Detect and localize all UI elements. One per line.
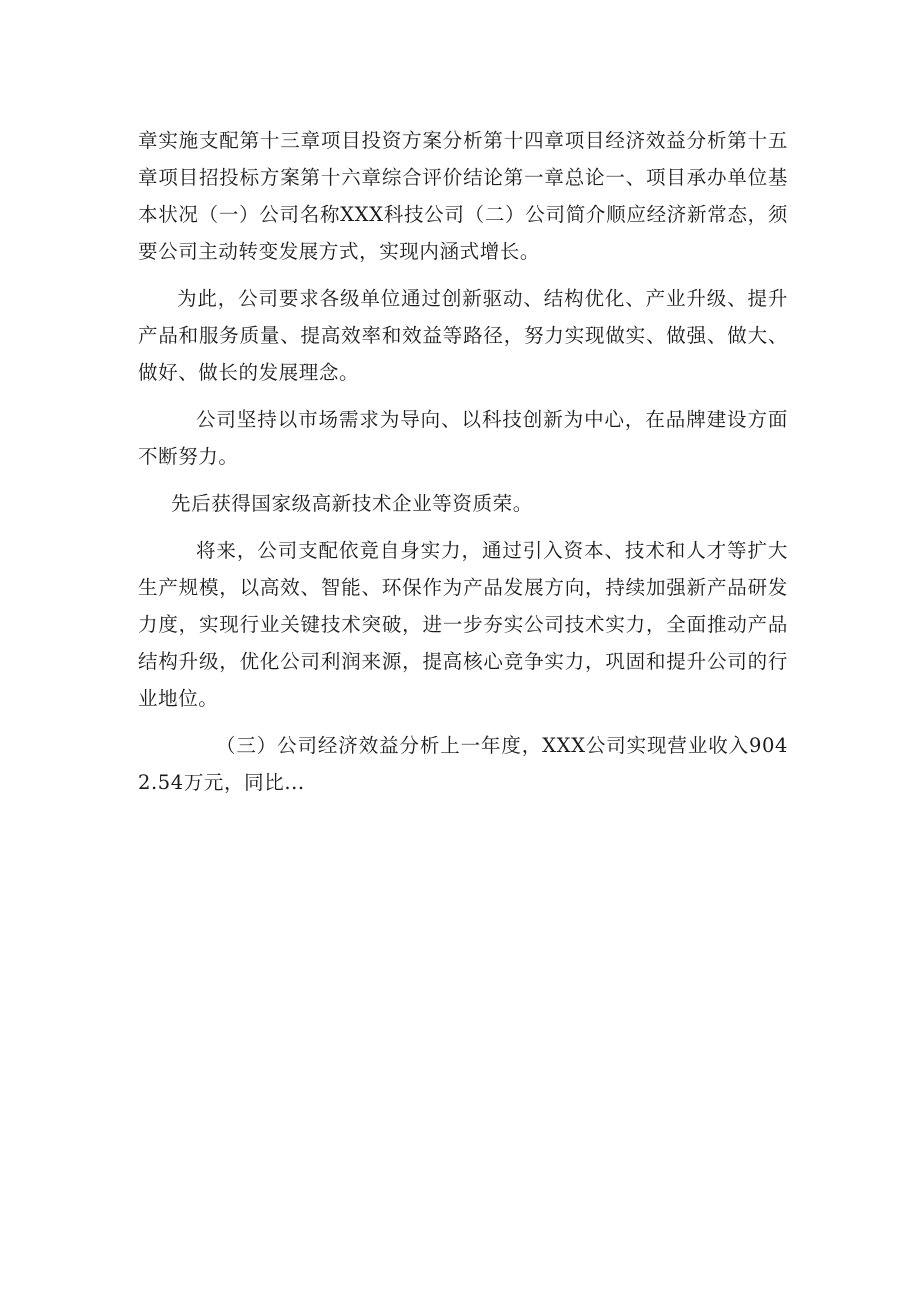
paragraph-future-plans: 将来，公司支配依竟自身实力，通过引入资本、技术和人才等扩大生产规模，以高效、智能、环保作为产品发展方向，持续加强新产品研发力度，实现行业关键技术突破，进一步夯实公司技术实力，全面推动产品结构升级，优化公司利润来源，提高核心竞争实力，巩固和提升公司的行业地位。: [138, 539, 788, 710]
paragraph-qualifications: 先后获得国家级高新技术企业等资质荣。: [171, 492, 533, 515]
paragraph-company-requirements: 为此，公司要求各级单位通过创新驱动、结构优化、产业升级、提升产品和服务质量、提高效率和效益等路径，努力实现做实、做强、做大、做好、做长的发展理念。: [138, 287, 788, 384]
paragraph-brand-building: 公司坚持以市场需求为导向、以科技创新为中心，在品牌建设方面不断努力。: [138, 408, 788, 468]
document-body: [138, 122, 788, 801]
paragraph-economic-analysis: （三）公司经济效益分析上一年度，XXX公司实现营业收入9042.54万元，同比...: [138, 734, 788, 794]
paragraph-chapter-list: 章实施支配第十三章项目投资方案分析第十四章项目经济效益分析第十五章项目招投标方案第十六章综合评价结论第一章总论一、项目承办单位基本状况（一）公司名称XXX科技公司（二）公司简介顺应经济新常态，须要公司主动转变发展方式，实现内涵式增长。: [138, 129, 788, 263]
